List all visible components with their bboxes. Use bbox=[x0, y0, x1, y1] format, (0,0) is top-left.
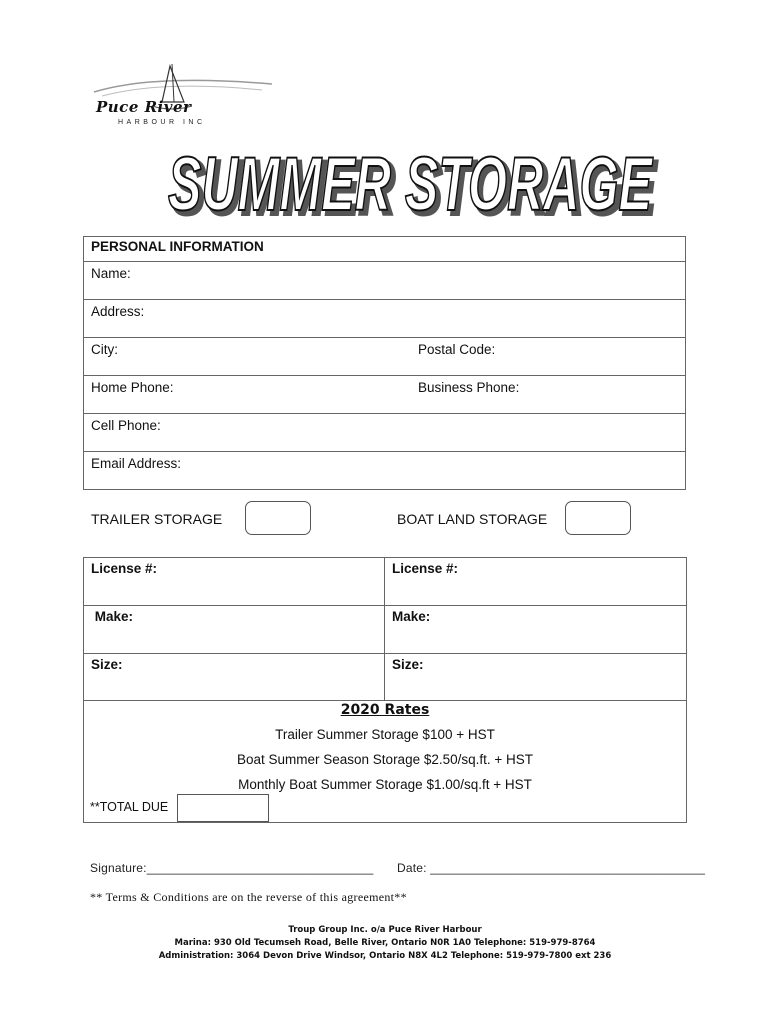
title-shadow: SUMMER STORAGE bbox=[172, 146, 658, 226]
size-row bbox=[84, 654, 686, 700]
brand-name: Puce River bbox=[96, 98, 192, 116]
rate-line: Boat Summer Season Storage $2.50/sq.ft. + HST bbox=[236, 752, 534, 767]
name-row[interactable] bbox=[84, 262, 685, 300]
trailer-size-field[interactable]: Size: bbox=[84, 654, 385, 700]
total-due-field[interactable] bbox=[177, 794, 269, 822]
business-phone-label: Business Phone: bbox=[418, 380, 520, 395]
trailer-make-field[interactable]: Make: bbox=[84, 606, 385, 653]
postal-code-label: Postal Code: bbox=[418, 342, 496, 357]
company-logo bbox=[92, 62, 277, 132]
city-row[interactable] bbox=[84, 338, 685, 376]
trailer-license-field[interactable]: License #: bbox=[84, 558, 385, 605]
boat-license-field[interactable]: License #: bbox=[392, 561, 459, 576]
footer-marina-line: Marina: 930 Old Tecumseh Road, Belle River, Ontario N0R 1A0 Telephone: 519-979-8764 bbox=[174, 938, 596, 948]
home-phone-label: Home Phone: bbox=[91, 380, 174, 395]
rate-line: Monthly Boat Summer Storage $1.00/sq.ft + HST bbox=[238, 777, 532, 792]
boat-land-storage-checkbox[interactable] bbox=[565, 501, 631, 535]
boat-land-storage-label: BOAT LAND STORAGE bbox=[397, 511, 548, 527]
title-text: SUMMER STORAGE bbox=[168, 142, 654, 226]
license-row bbox=[84, 558, 686, 606]
footer-admin-line: Administration: 3064 Devon Drive Windsor, Ontario N8X 4L2 Telephone: 519-979-7800 ext 236 bbox=[158, 951, 612, 961]
cell-phone-label: Cell Phone: bbox=[91, 418, 161, 433]
total-due-label: **TOTAL DUE bbox=[90, 800, 169, 814]
name-label: Name: bbox=[91, 266, 131, 281]
date-field[interactable]: Date: ________________________________________ bbox=[397, 861, 706, 875]
document-title bbox=[164, 142, 664, 226]
city-label: City: bbox=[91, 342, 118, 357]
rate-line: Trailer Summer Storage $100 + HST bbox=[275, 727, 495, 742]
boat-make-field[interactable]: Make: bbox=[392, 609, 431, 624]
rates-section bbox=[83, 700, 687, 823]
trailer-storage-checkbox[interactable] bbox=[245, 501, 311, 535]
rates-title: 2020 Rates bbox=[340, 702, 430, 718]
footer-company-line: Troup Group Inc. o/a Puce River Harbour bbox=[288, 925, 482, 935]
address-label: Address: bbox=[91, 304, 145, 319]
email-row[interactable] bbox=[84, 452, 685, 489]
address-row[interactable] bbox=[84, 300, 685, 338]
cell-phone-row[interactable] bbox=[84, 414, 685, 452]
make-row bbox=[84, 606, 686, 654]
boat-size-field[interactable]: Size: bbox=[392, 657, 424, 672]
signature-field[interactable]: Signature:_________________________________ bbox=[90, 861, 374, 875]
personal-information-section bbox=[83, 236, 686, 490]
phone-row[interactable] bbox=[84, 376, 685, 414]
terms-note: ** Terms & Conditions are on the reverse of this agreement** bbox=[90, 890, 407, 904]
trailer-storage-label: TRAILER STORAGE bbox=[91, 511, 223, 527]
vehicle-details-table bbox=[83, 557, 687, 701]
email-label: Email Address: bbox=[91, 456, 182, 471]
brand-subtitle: HARBOUR INC bbox=[118, 119, 206, 126]
section-header: PERSONAL INFORMATION bbox=[84, 237, 685, 262]
